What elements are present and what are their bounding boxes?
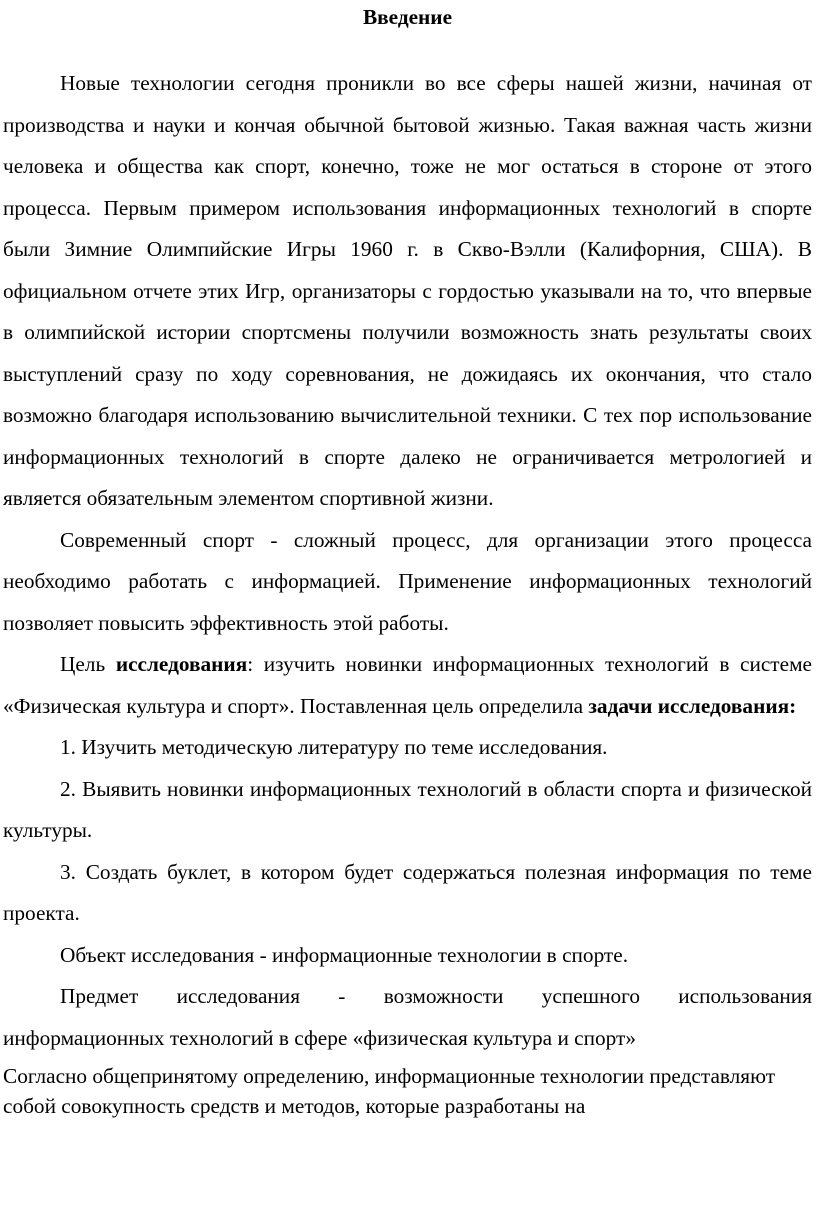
tasks-bold: задачи исследования: [588, 693, 797, 718]
goal-text: : изучить новинки информационных технологий в системе «Физическая культура и спорт». Поставленная цель определила [3, 652, 812, 718]
task-item-1: 1. Изучить методическую литературу по теме исследования. [60, 735, 608, 759]
modern-sport-paragraph: Современный спорт - сложный процесс, для организации этого процесса необходимо работать с информацией. Применение информационных технологий позволяет повысить эффективность этой работы. [3, 527, 812, 635]
definition-paragraph: Согласно общепринятому определению, информационные технологии представляют собой совокупность средств и методов, которые разработаны на [3, 1064, 776, 1118]
task-item-2: 2. Выявить новинки информационных технологий в области спорта и физической культуры. [3, 776, 812, 842]
intro-paragraph: Новые технологии сегодня проникли во все сферы нашей жизни, начиная от производства и науки и кончая обычной бытовой жизнью. Такая важная часть жизни человека и общества как спорт, конечно, тоже не мог остаться в стороне от этого процесса. Первым примером использования информационных технологий в спорте были Зимние Олимпийские Игры 1960 г. в Скво-Вэлли (Калифорния, США). В официальном отчете этих Игр, организаторы с гордостью указывали на то, что впервые в олимпийской истории спортсмены получили возможность знать результаты своих выступлений сразу по ходу соревнования, не дожидаясь их окончания, что стало возможно благодаря использованию вычислительной техники. С тех пор использование информационных технологий в спорте далеко не ограничивается метрологией и является обязательным элементом спортивной жизни. [3, 71, 812, 510]
research-object-paragraph: Объект исследования - информационные технологии в спорте. [60, 942, 629, 967]
research-goal-paragraph [3, 644, 812, 727]
goal-bold: исследования [115, 652, 248, 676]
page-title: Введение [362, 5, 453, 29]
research-subject-paragraph: Предмет исследования - возможности успешного использования информационных технологий в сфере «физическая культура и спорт» [3, 984, 812, 1050]
task-item-3: 3. Создать буклет, в котором будет содержаться полезная информация по теме проекта. [3, 859, 812, 925]
goal-label: Цель [60, 652, 116, 676]
